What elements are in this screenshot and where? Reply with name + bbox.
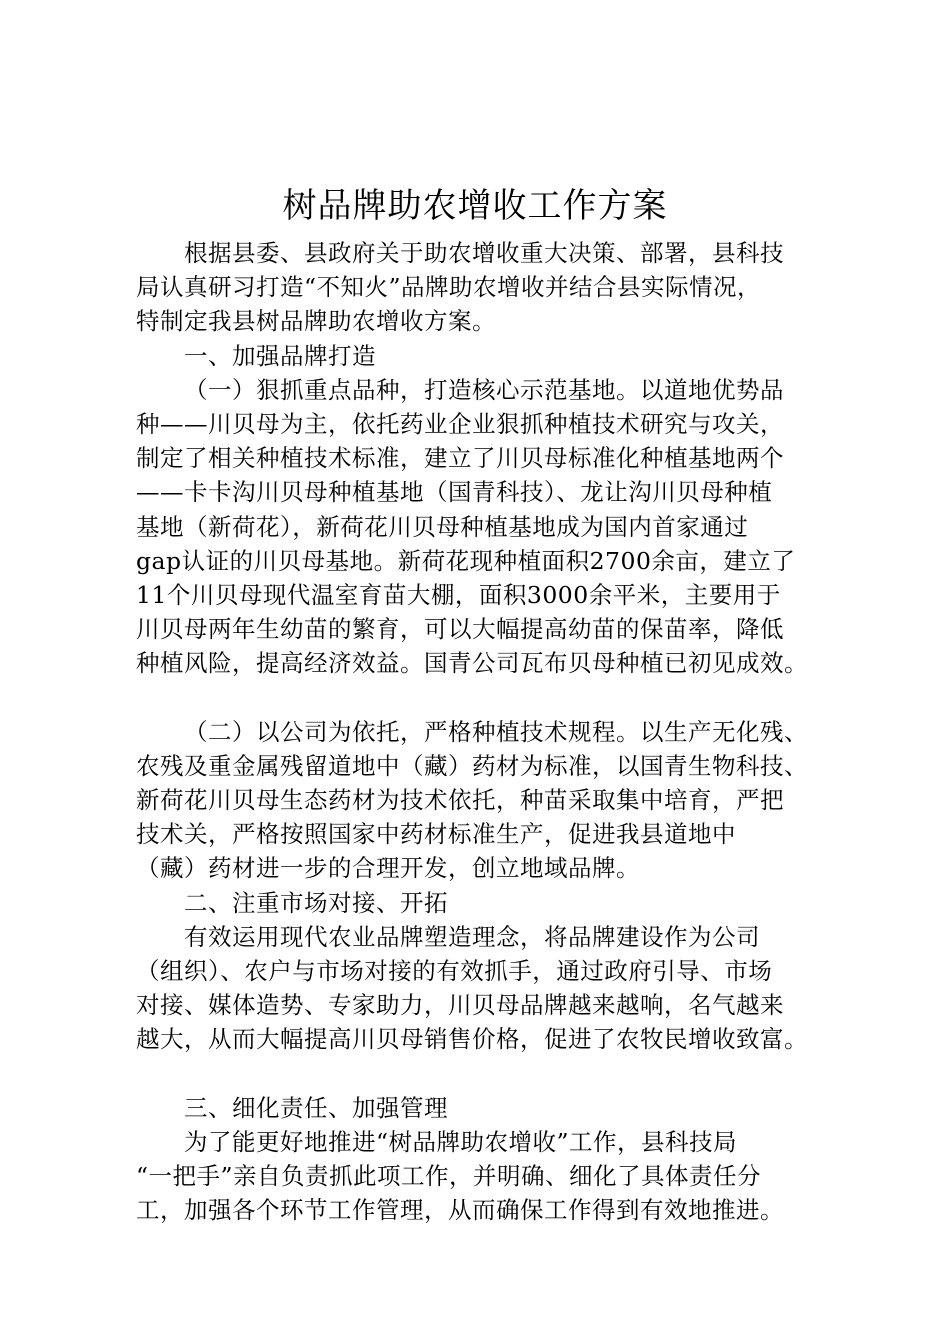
section2-paragraph [136, 920, 836, 1057]
paragraph-gap [136, 680, 836, 714]
text-line: ——卡卡沟川贝母种植基地（国青科技）、龙让沟川贝母种植 [136, 478, 773, 507]
text-line: （二）以公司为依托，严格种植技术规程。以生产无化残、 [184, 717, 808, 746]
paragraph-gap [136, 1057, 836, 1091]
text-line: （一）狠抓重点品种，打造核心示范基地。以道地优势品 [184, 375, 784, 404]
text-line: 农残及重金属残留道地中（藏）药材为标准，以国青生物科技、 [136, 751, 808, 780]
text-line: （藏）药材进一步的合理开发，创立地域品牌。 [136, 854, 640, 883]
section3-paragraph [136, 1125, 836, 1228]
intro-paragraph [136, 236, 836, 339]
text-line: 制定了相关种植技术标准，建立了川贝母标准化种植基地两个 [136, 444, 784, 473]
section1-paragraph-1 [136, 373, 836, 681]
text-line: “一把手”亲自负责抓此项工作，并明确、细化了具体责任分 [136, 1162, 762, 1191]
text-line: 新荷花川贝母生态药材为技术依托，种苗采取集中培育，严把 [136, 786, 784, 814]
text-line: 基地（新荷花），新荷花川贝母种植基地成为国内首家通过 [136, 512, 749, 541]
text-line: gap认证的川贝母基地。新荷花现种植面积2700余亩，建立了 [136, 546, 796, 575]
document-title: 树品牌助农增收工作方案 [282, 186, 668, 226]
text-line: 种——川贝母为主，依托药业企业狠抓种植技术研究与攻关， [136, 409, 784, 438]
section-heading-3: 三、细化责任、加强管理 [184, 1093, 448, 1122]
section-heading-1: 一、加强品牌打造 [184, 341, 376, 370]
text-line: 根据县委、县政府关于助农增收重大决策、部署，县科技 [184, 239, 784, 267]
text-line: 特制定我县树品牌助农增收方案。 [136, 307, 496, 336]
text-line: 川贝母两年生幼苗的繁育，可以大幅提高幼苗的保苗率，降低 [136, 615, 784, 644]
text-line: 工，加强各个环节工作管理，从而确保工作得到有效地推进。 [136, 1196, 784, 1225]
text-line: 种植风险，提高经济效益。国青公司瓦布贝母种植已初见成效。 [136, 649, 808, 678]
text-line: 技术关，严格按照国家中药材标准生产，促进我县道地中 [136, 820, 736, 849]
section1-paragraph-2 [136, 715, 836, 886]
section-heading-2: 二、注重市场对接、开拓 [184, 888, 448, 917]
text-line: 对接、媒体造势、专家助力，川贝母品牌越来越响，名气越来 [136, 991, 784, 1020]
text-line: 越大，从而大幅提高川贝母销售价格，促进了农牧民增收致富。 [136, 1025, 808, 1054]
text-line: 为了能更好地推进“树品牌助农增收”工作，县科技局 [184, 1127, 738, 1156]
text-line: 有效运用现代农业品牌塑造理念，将品牌建设作为公司 [184, 922, 760, 951]
text-line: 11个川贝母现代温室育苗大棚，面积3000余平米，主要用于 [136, 580, 781, 609]
document-body [136, 236, 836, 1227]
text-line: 局认真研习打造“不知火”品牌助农增收并结合县实际情况， [136, 273, 762, 302]
text-line: （组织）、农户与市场对接的有效抓手，通过政府引导、市场 [136, 956, 773, 985]
